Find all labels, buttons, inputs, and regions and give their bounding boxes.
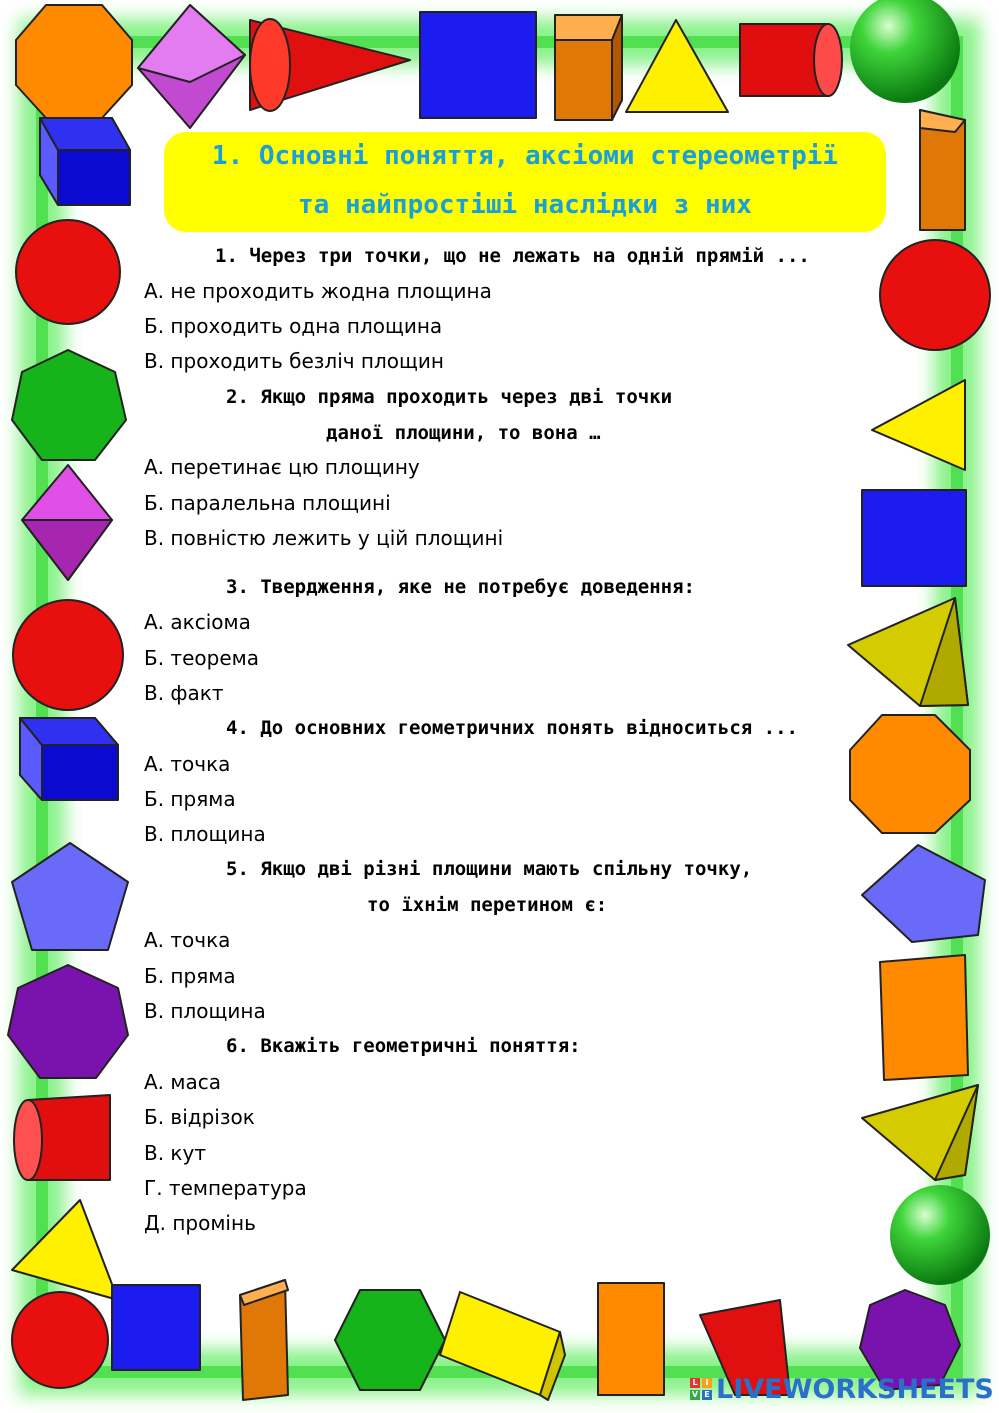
question-2-text-line-2: даної площини, то вона … — [326, 422, 601, 444]
question-4-text: 4. До основних геометричних понять відноситься ... — [226, 717, 798, 739]
question-3-option-c[interactable]: В. факт — [144, 681, 224, 705]
blue-square-shape — [420, 12, 536, 118]
green-hexagon-shape — [335, 1290, 445, 1390]
question-2-option-a[interactable]: А. перетинає цю площину — [144, 455, 420, 479]
orange-octagon-shape — [16, 5, 132, 118]
question-3-option-a[interactable]: А. аксіома — [144, 610, 251, 634]
question-5-option-b[interactable]: Б. пряма — [144, 964, 236, 988]
question-6-option-c[interactable]: В. кут — [144, 1141, 207, 1165]
orange-rectangle-shape — [880, 955, 968, 1080]
red-circle-shape — [16, 220, 120, 324]
question-1-option-c[interactable]: В. проходить безліч площин — [144, 349, 444, 373]
question-3-text: 3. Твердження, яке не потребує доведення: — [226, 576, 695, 598]
page-title-line-2: та найпростіші наслідки з них — [298, 190, 752, 220]
question-3-option-b[interactable]: Б. теорема — [144, 646, 259, 670]
liveworksheets-wordmark: LIVEWORKSHEETS — [716, 1373, 994, 1405]
question-6-option-d[interactable]: Г. температура — [144, 1176, 307, 1200]
liveworksheets-logo[interactable] — [690, 1372, 994, 1406]
green-ball-shape-2 — [890, 1185, 990, 1285]
question-5-option-a[interactable]: А. точка — [144, 928, 231, 952]
question-4-option-c[interactable]: В. площина — [144, 822, 266, 846]
question-5-text-line-1: 5. Якщо дві різні площини мають спільну точку, — [226, 858, 753, 880]
question-4-option-a[interactable]: А. точка — [144, 752, 231, 776]
blue-square-shape-2 — [862, 490, 966, 586]
liveworksheets-mark-icon: L I V E — [690, 1378, 712, 1400]
question-2-option-b[interactable]: Б. паралельна площині — [144, 491, 391, 515]
question-6-option-b[interactable]: Б. відрізок — [144, 1105, 255, 1129]
question-1-option-a[interactable]: А. не проходить жодна площина — [144, 279, 492, 303]
question-1-text: 1. Через три точки, що не лежать на одній прямій ... — [215, 245, 810, 267]
question-2-option-c[interactable]: В. повністю лежить у цій площині — [144, 526, 504, 550]
question-6-text: 6. Вкажіть геометричні поняття: — [226, 1035, 581, 1057]
question-5-text-line-2: то їхнім перетином є: — [367, 894, 608, 916]
question-5-option-c[interactable]: В. площина — [144, 999, 266, 1023]
question-1-option-b[interactable]: Б. проходить одна площина — [144, 314, 443, 338]
orange-prism-shape — [555, 15, 622, 40]
page-title-line-1: 1. Основні поняття, аксіоми стереометрії — [211, 141, 839, 171]
question-4-option-b[interactable]: Б. пряма — [144, 787, 236, 811]
orange-octagon-shape-2 — [850, 715, 970, 833]
blue-square-shape-3 — [112, 1285, 200, 1370]
red-circle-shape-2 — [13, 600, 123, 710]
question-2-text-line-1: 2. Якщо пряма проходить через дві точки — [226, 386, 673, 408]
red-circle-shape-3 — [12, 1292, 108, 1388]
orange-rectangle-shape-2 — [598, 1283, 664, 1395]
yellow-triangle-shape-3 — [872, 380, 965, 470]
question-6-option-e[interactable]: Д. промінь — [144, 1211, 256, 1235]
question-6-option-a[interactable]: А. маса — [144, 1070, 221, 1094]
red-circle-shape-4 — [880, 240, 990, 350]
